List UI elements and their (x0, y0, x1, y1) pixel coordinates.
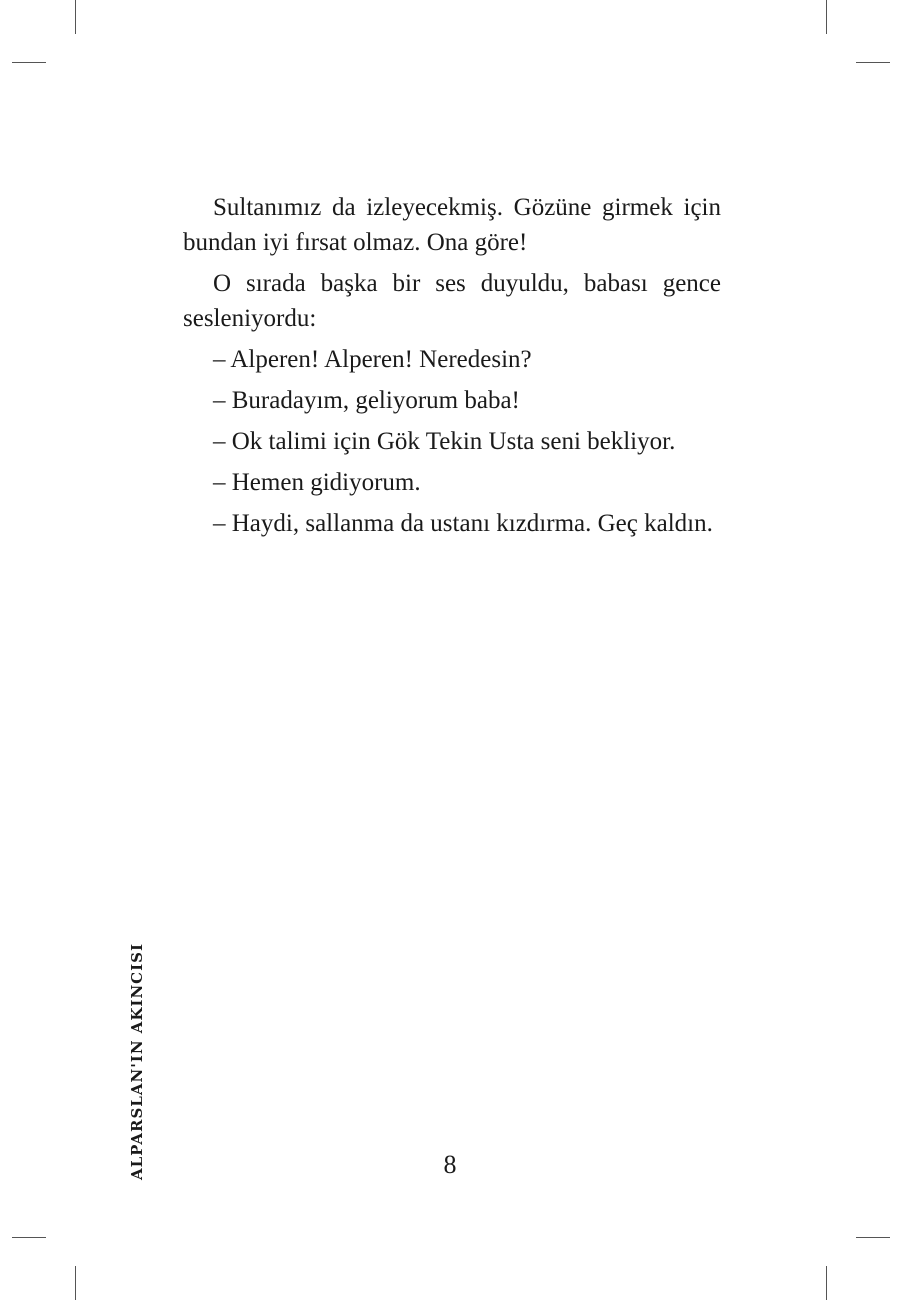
crop-mark-bottom-right-h (856, 1237, 890, 1238)
paragraph: Sultanımız da izleyecekmiş. Gözüne girmek için bundan iyi fırsat olmaz. Ona göre! (183, 194, 721, 256)
paragraph: O sırada başka bir ses duyuldu, babası gence sesleniyordu: (183, 270, 721, 332)
crop-mark-top-left (75, 0, 76, 34)
dialogue-line: – Ok talimi için Gök Tekin Usta seni bekliyor. (213, 428, 676, 455)
running-title: ALPARSLAN'IN AKINCISI (128, 943, 146, 1180)
dialogue-line: – Hemen gidiyorum. (213, 469, 421, 496)
crop-mark-top-left-h (12, 62, 46, 63)
dialogue-line: – Buradayım, geliyorum baba! (213, 387, 520, 414)
dialogue-line: – Haydi, sallanma da ustanı kızdırma. Geç kaldın. (213, 510, 713, 537)
page-number: 8 (443, 1150, 457, 1179)
dialogue-line: – Alperen! Alperen! Neredesin? (213, 346, 532, 373)
crop-mark-top-right-h (856, 62, 890, 63)
crop-mark-top-right (826, 0, 827, 34)
body-text (183, 190, 721, 547)
crop-mark-bottom-right (826, 1266, 827, 1300)
crop-mark-bottom-left-h (12, 1237, 46, 1238)
crop-mark-bottom-left (75, 1266, 76, 1300)
